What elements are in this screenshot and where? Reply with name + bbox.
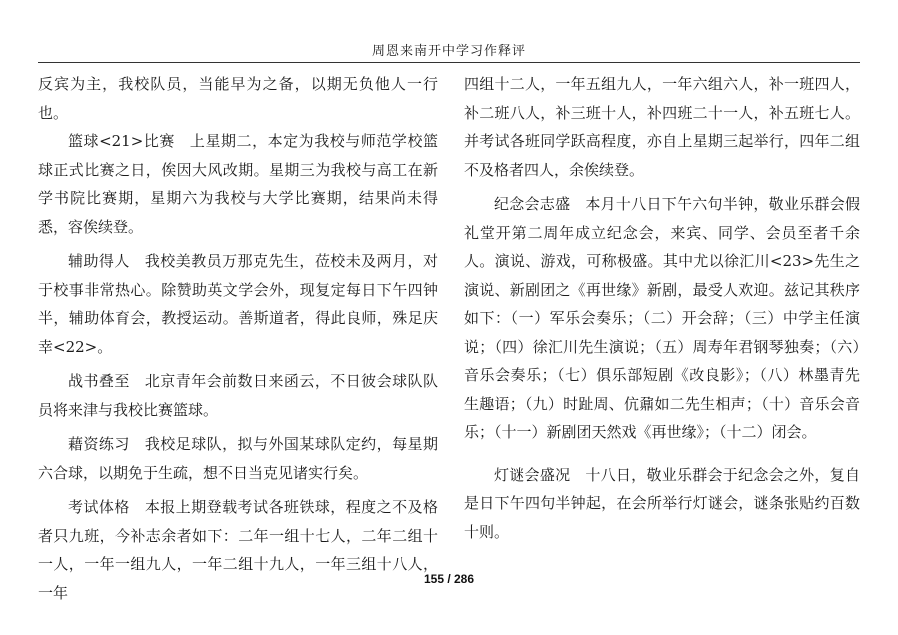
- paragraph-text: 上星期二，本定为我校与师范学校篮球正式比赛之日，俟因大风改期。星期三为我校与高工在新学书院比赛期，星期六为我校与大学比赛期，结果尚未得悉，容俟续登。: [38, 132, 438, 236]
- paragraph-text: 我校美教员万那克先生，莅校未及两月，对于校事非常热心。除赞助英文学会外，现复定每日下午四钟半，辅助体育会，教授运动。善斯道者，得此良师，殊足庆幸<22>。: [38, 252, 438, 356]
- paragraph-text: 本报上期登载考试各班铁球，程度之不及格者只九班，今补志余者如下：二年一组十七人，二年二组十一人，一年一组九人，一年二组十九人，一年三组十八人，一年: [38, 498, 438, 602]
- paragraph-heading: 辅助得人: [68, 252, 130, 270]
- paragraph-text: 四组十二人，一年五组九人，一年六组六人，补一班四人，补二班八人，补三班十人，补四班二十一人，补五班七人。并考试各班同学跃高程度，亦自上星期三起举行，四年二组不及格者四人，余俟续登。: [464, 75, 860, 179]
- paragraph-text: 北京青年会前数日来函云，不日彼会球队队员将来津与我校比赛篮球。: [38, 372, 438, 419]
- running-header-title: 周恩来南开中学习作释评: [371, 44, 526, 59]
- paragraph-text: 我校足球队，拟与外国某球队定约，每星期六合球，以期免于生疏，想不日当克见诸实行矣。: [38, 435, 438, 482]
- page-number: 155 / 286: [423, 572, 475, 586]
- paragraph: [38, 247, 438, 361]
- paragraph-text: 本月十八日下午六句半钟，敬业乐群会假礼堂开第二周年成立纪念会，来宾、同学、会员至者千余人。演说、游戏，可称极盛。其中尤以徐汇川<23>先生之演说、新剧团之《再世缘》新剧，最受人欢迎。兹记其秩序如下：（一）军乐会奏乐；（二）开会辞；（三）中学主任演说；（四）徐汇川先生演说；（五）周寿年君钢琴独奏；（六）音乐会奏乐；（七）俱乐部短剧《改良影》；（八）林墨青先生趣语；（九）时趾周、伉鼐如二先生相声；（十）音乐会音乐；（十一）新剧团天然戏《再世缘》；（十二）闭会。: [464, 195, 860, 441]
- paragraph-heading: 战书叠至: [68, 372, 130, 390]
- paragraph-text: 反宾为主，我校队员，当能早为之备，以期无负他人一行也。: [38, 75, 438, 122]
- paragraph: [38, 367, 438, 424]
- paragraph-heading: 篮球<21>比赛: [68, 132, 175, 150]
- paragraph: [38, 127, 438, 241]
- paragraph: [38, 493, 438, 607]
- paragraph-text: 十八日，敬业乐群会于纪念会之外，复自是日下午四句半钟起，在会所举行灯谜会，谜条张贴约百数十则。: [464, 465, 860, 541]
- paragraph: [464, 70, 860, 184]
- left-text-column: [38, 70, 438, 607]
- paragraph: [464, 190, 860, 447]
- paragraph-heading: 藉资练习: [68, 435, 130, 453]
- right-text-column: [464, 70, 860, 546]
- paragraph: [38, 70, 438, 127]
- paragraph: [464, 461, 860, 547]
- header-divider: [38, 62, 860, 63]
- paragraph: [38, 430, 438, 487]
- paragraph-heading: 灯谜会盛况: [494, 465, 571, 484]
- paragraph-heading: 纪念会志盛: [494, 195, 571, 213]
- paragraph-heading: 考试体格: [68, 498, 130, 516]
